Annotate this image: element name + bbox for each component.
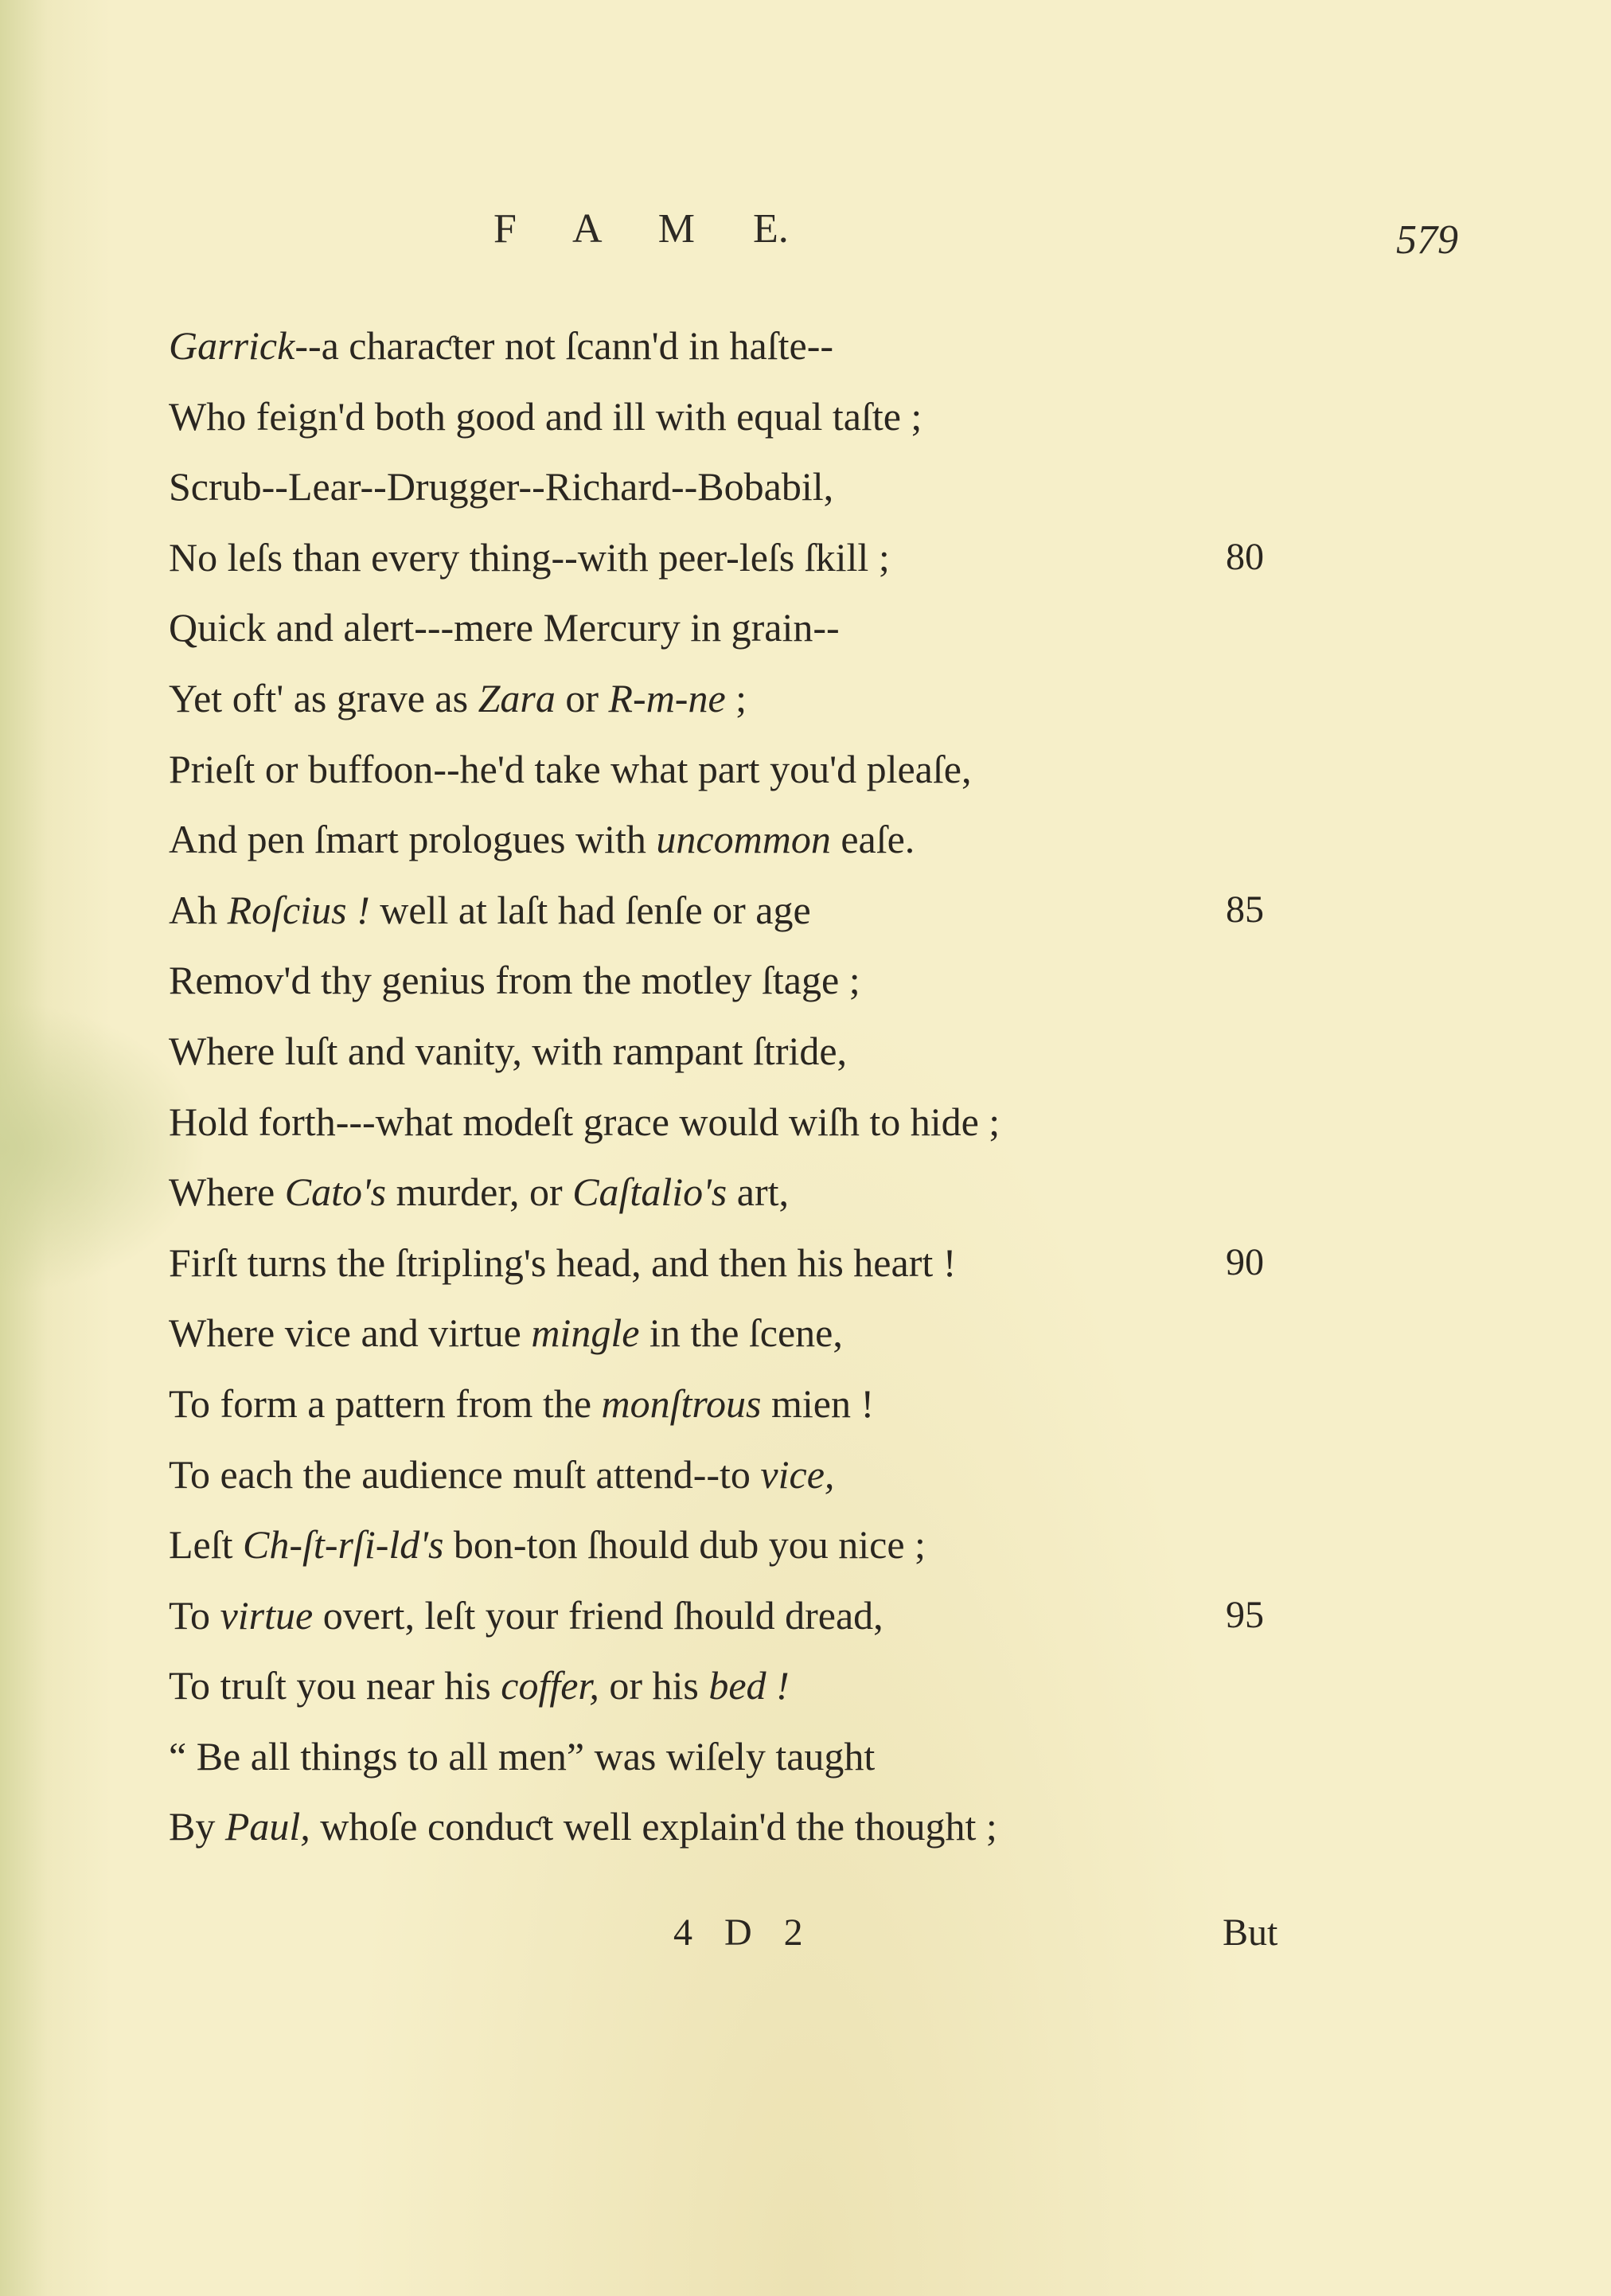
- line-number: 95: [1226, 1593, 1264, 1636]
- verse-line-text: [169, 310, 833, 381]
- verse-line: [169, 1087, 1442, 1158]
- roman-segment: Ah: [169, 887, 228, 932]
- roman-segment: Firſt turns the ſtripling's head, and then his heart !: [169, 1240, 957, 1285]
- italic-segment: Garrick: [169, 323, 295, 368]
- verse-line-text: [169, 663, 747, 734]
- roman-segment: Remov'd thy genius from the motley ſtage ;: [169, 958, 860, 1003]
- roman-segment: To form a pattern from the: [169, 1380, 602, 1426]
- italic-segment: mingle: [531, 1310, 640, 1356]
- printer-signature: 4 D 2: [673, 1911, 814, 1954]
- verse-line: [169, 1791, 1442, 1862]
- roman-segment: Prieſt or buffoon--he'd take what part you'd pleaſe,: [169, 746, 972, 791]
- verse-line: [169, 1721, 1442, 1792]
- italic-segment: vice,: [760, 1451, 835, 1497]
- poem-verse: [169, 310, 1442, 1862]
- running-head: F A M E.: [493, 206, 789, 252]
- line-number: 90: [1226, 1240, 1264, 1283]
- roman-segment: To each the audience muſt attend--to: [169, 1451, 761, 1497]
- verse-line: [169, 1016, 1442, 1087]
- verse-line: [169, 804, 1442, 875]
- italic-segment: R-m-ne: [608, 675, 726, 720]
- verse-line-text: [169, 1228, 956, 1298]
- roman-segment: To: [169, 1592, 220, 1638]
- roman-segment: To truſt you near his: [169, 1663, 501, 1708]
- verse-line: [169, 310, 1442, 381]
- roman-segment: art,: [727, 1169, 789, 1215]
- roman-segment: whoſe conduƈt well explain'd the thought ;: [310, 1804, 997, 1849]
- verse-line-text: [169, 1087, 1000, 1158]
- verse-line-text: [169, 1721, 875, 1792]
- italic-segment: Cato's: [284, 1169, 387, 1215]
- roman-segment: overt, leſt your friend ſhould dread,: [313, 1592, 884, 1638]
- verse-line: [169, 734, 1442, 805]
- roman-segment: And pen ſmart prologues with: [169, 817, 657, 862]
- verse-line: [169, 522, 1442, 593]
- verse-line: [169, 1157, 1442, 1228]
- roman-segment: Where luſt and vanity, with rampant ſtride,: [169, 1028, 848, 1073]
- verse-line: [169, 381, 1442, 452]
- verse-line-text: [169, 875, 811, 946]
- verse-line: [169, 1509, 1442, 1580]
- roman-segment: “ Be all things to all men” was wiſely taught: [169, 1733, 876, 1779]
- verse-line: [169, 945, 1442, 1016]
- verse-line: [169, 592, 1442, 663]
- italic-segment: Roſcius !: [227, 887, 370, 932]
- verse-line-text: [169, 1791, 997, 1862]
- roman-segment: or: [555, 675, 609, 720]
- roman-segment: mien !: [761, 1380, 875, 1426]
- roman-segment: eaſe.: [830, 817, 915, 862]
- italic-segment: bed !: [708, 1663, 790, 1708]
- roman-segment: Where: [169, 1169, 285, 1215]
- verse-line: [169, 1228, 1442, 1298]
- italic-segment: Zara: [478, 675, 556, 720]
- italic-segment: Paul,: [224, 1804, 310, 1849]
- verse-line-text: [169, 522, 890, 593]
- verse-line-text: [169, 1439, 834, 1510]
- italic-segment: Ch-ſt-rſi-ld's: [243, 1522, 444, 1568]
- roman-segment: Who feign'd both good and ill with equal taſte ;: [169, 393, 923, 439]
- verse-line-text: [169, 1509, 926, 1580]
- roman-segment: bon-ton ſhould dub you nice ;: [443, 1522, 926, 1568]
- verse-line: [169, 875, 1442, 946]
- verse-line-text: [169, 1298, 843, 1369]
- verse-line: [169, 1369, 1442, 1439]
- verse-line-text: [169, 734, 971, 805]
- roman-segment: No leſs than every thing--with peer-leſs ſkill ;: [169, 534, 890, 580]
- verse-line: [169, 1439, 1442, 1510]
- roman-segment: Leſt: [169, 1522, 244, 1568]
- page-number: 579: [1396, 217, 1458, 263]
- verse-line-text: [169, 381, 922, 452]
- line-number: 85: [1226, 888, 1264, 931]
- verse-line-text: [169, 1016, 847, 1087]
- roman-segment: --a charaƈter not ſcann'd in haſte--: [295, 323, 833, 368]
- roman-segment: Scrub--Lear--Drugger--Richard--Bobabil,: [169, 464, 834, 510]
- verse-line: [169, 1580, 1442, 1651]
- roman-segment: in the ſcene,: [639, 1310, 843, 1356]
- verse-line-text: [169, 804, 915, 875]
- roman-segment: By: [169, 1804, 225, 1849]
- italic-segment: uncommon: [656, 817, 831, 862]
- verse-line-text: [169, 945, 860, 1016]
- roman-segment: ;: [725, 675, 747, 720]
- roman-segment: Hold forth---what modeſt grace would wiſh to hide ;: [169, 1099, 1001, 1144]
- italic-segment: coffer,: [501, 1663, 599, 1708]
- verse-line: [169, 663, 1442, 734]
- verse-line-text: [169, 451, 833, 522]
- line-number: 80: [1226, 535, 1264, 578]
- roman-segment: well at laſt had ſenſe or age: [369, 887, 811, 932]
- verse-line: [169, 451, 1442, 522]
- verse-line-text: [169, 592, 840, 663]
- roman-segment: Where vice and virtue: [169, 1310, 532, 1356]
- italic-segment: Caſtalio's: [572, 1169, 727, 1215]
- verse-line-text: [169, 1650, 790, 1721]
- roman-segment: Yet oft' as grave as: [169, 675, 478, 720]
- italic-segment: virtue: [220, 1592, 314, 1638]
- verse-line-text: [169, 1369, 874, 1439]
- italic-segment: monſtrous: [601, 1380, 762, 1426]
- catchword: But: [1223, 1911, 1278, 1954]
- roman-segment: or his: [599, 1663, 709, 1708]
- verse-line: [169, 1298, 1442, 1369]
- verse-line-text: [169, 1580, 884, 1651]
- verse-line-text: [169, 1157, 789, 1228]
- roman-segment: Quick and alert---mere Mercury in grain--: [169, 605, 840, 650]
- verse-line: [169, 1650, 1442, 1721]
- roman-segment: murder, or: [386, 1169, 573, 1215]
